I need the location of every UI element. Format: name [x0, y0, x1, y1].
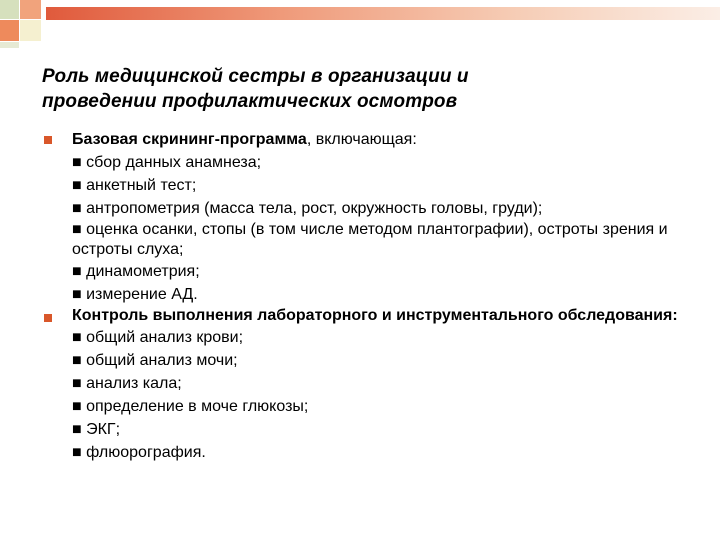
- section-screening: [44, 128, 704, 306]
- list-item: ■ оценка осанки, стопы (в том числе методом плантографии), остроты зрения и остроты слуха;: [72, 221, 668, 258]
- section-heading-bold: Базовая скрининг-программа: [72, 131, 307, 148]
- section-heading-rest: , включающая:: [306, 131, 417, 148]
- header-decor-square: [0, 0, 19, 19]
- list-item: ■ антропометрия (масса тела, рост, окружность головы, груди);: [72, 200, 543, 217]
- section-lab-control: [44, 306, 704, 464]
- page-title: [42, 64, 682, 114]
- list-item: ■ флюорография.: [72, 444, 206, 461]
- content-list: [44, 128, 704, 464]
- header-decor-square: [20, 20, 41, 41]
- list-item: ■ анализ кала;: [72, 375, 182, 392]
- section-heading: [72, 128, 704, 151]
- list-item: ■ сбор данных анамнеза;: [72, 154, 262, 171]
- list-item: ■ ЭКГ;: [72, 421, 121, 438]
- header-gradient-bar: [46, 7, 720, 20]
- list-item: ■ общий анализ крови;: [72, 329, 244, 346]
- list-item: ■ общий анализ мочи;: [72, 352, 238, 369]
- page-title-line: проведении профилактических осмотров: [42, 91, 458, 112]
- list-item: ■ динамометрия;: [72, 263, 200, 280]
- section-heading: Контроль выполнения лабораторного и инструментального обследования:: [72, 307, 678, 324]
- list-item: ■ анкетный тест;: [72, 177, 197, 194]
- header-decor-square: [0, 20, 19, 41]
- header-decor-square: [0, 42, 19, 48]
- list-item: ■ измерение АД.: [72, 286, 198, 303]
- list-item: ■ определение в моче глюкозы;: [72, 398, 309, 415]
- header-decor-square: [20, 0, 41, 19]
- square-bullet-icon: [44, 314, 52, 322]
- square-bullet-icon: [44, 136, 52, 144]
- page-title-line: Роль медицинской сестры в организации и: [42, 66, 469, 87]
